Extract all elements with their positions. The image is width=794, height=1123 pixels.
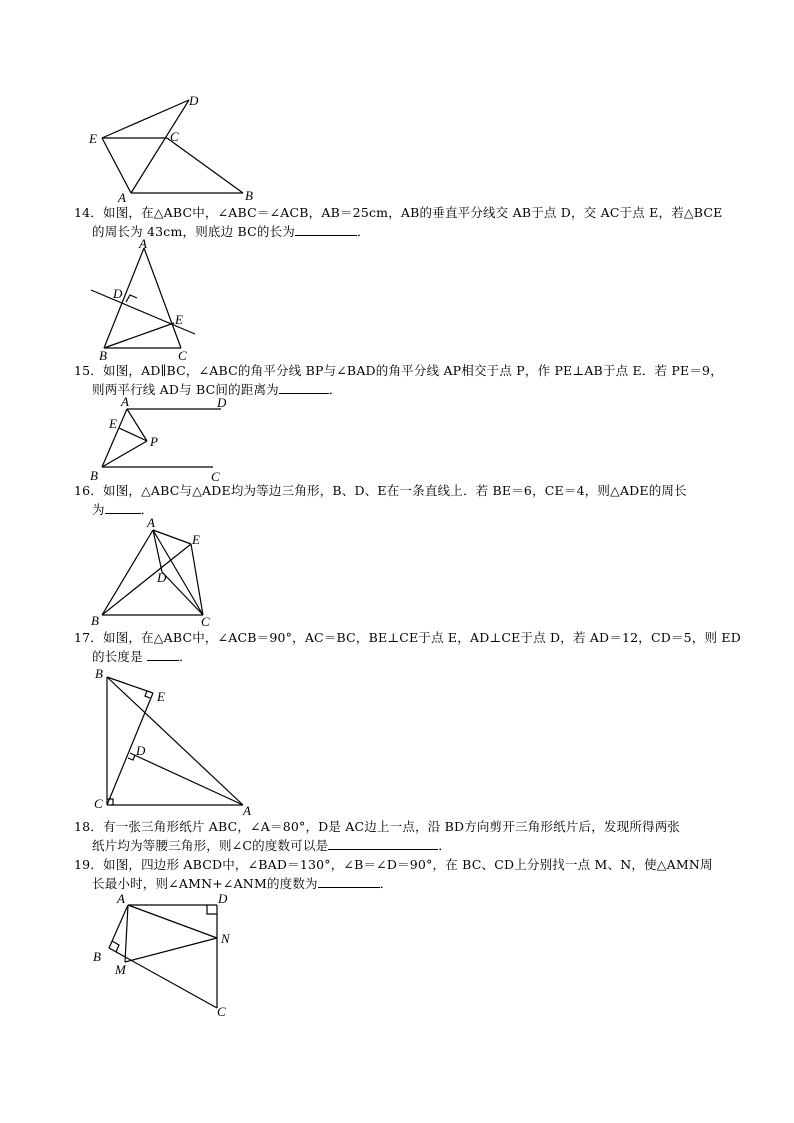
label-B: B (90, 468, 98, 483)
label-N: N (221, 931, 230, 946)
question-16: 16．如图，△ABC与△ADE均为等边三角形，B、D、E在一条直线上．若 BE＝6，CE＝4，则△ADE的周长 为 ． (74, 481, 726, 519)
label-A: A (147, 515, 155, 530)
question-15: 15．如图，AD∥BC，∠ABC的角平分线 BP与∠BAD的角平分线 AP相交于点 P，作 PE⊥AB于点 E．若 PE＝9， 则两平行线 AD与 BC间的距离为 ． (74, 361, 726, 399)
segment-AN (128, 905, 217, 938)
label-B: B (99, 348, 107, 363)
label-B: B (93, 949, 101, 964)
label-M: M (115, 962, 126, 977)
segment-BA (107, 677, 243, 805)
label-B: B (95, 666, 103, 681)
segment-MN (125, 938, 217, 962)
segment-AM (125, 905, 128, 962)
question-17-line2: 的长度是 (92, 649, 147, 664)
label-C: C (94, 796, 103, 811)
question-14-line2: 的周长为 43cm，则底边 BC的长为 (92, 224, 295, 239)
question-17-line1: 17．如图，在△ABC中，∠ACB＝90°，AC＝BC，BE⊥CE于点 E，AD⊥CE于点 D，若 AD＝12，CD＝5，则 ED (74, 630, 741, 645)
segment-AE (102, 138, 131, 193)
label-A: A (121, 394, 129, 409)
segment-CE (107, 693, 153, 805)
label-A: A (139, 236, 147, 251)
label-B: B (91, 613, 99, 628)
question-19-line1: 19．如图，四边形 ABCD中，∠BAD＝130°，∠B＝∠D＝90°，在 BC、CD上分别找一点 M、N，使△AMN周 (74, 857, 713, 872)
label-D: D (189, 93, 199, 108)
answer-blank-16[interactable] (105, 500, 141, 514)
right-angle-mark-D (128, 755, 135, 760)
label-D: D (217, 395, 227, 410)
question-14-line1: 14．如图，在△ABC中，∠ABC＝∠ACB，AB＝25cm，AB的垂直平分线交 AB于点 D，交 AC于点 E，若△BCE (74, 205, 723, 220)
label-C: C (178, 348, 187, 363)
answer-blank-17[interactable] (147, 647, 179, 661)
question-14: 14．如图，在△ABC中，∠ABC＝∠ACB，AB＝25cm，AB的垂直平分线交 AB于点 D，交 AC于点 E，若△BCE 的周长为 43cm，则底边 BC的长为 ． (74, 203, 726, 241)
segment-CB (167, 138, 243, 193)
figure-q13 (85, 92, 265, 204)
label-D: D (157, 570, 167, 585)
segment-AD (130, 753, 243, 805)
question-18-line1: 18．有一张三角形纸片 ABC，∠A＝80°，D是 AC边上一点，沿 BD方向剪开三角形纸片后，发现所得两张 (74, 819, 681, 834)
segment-AC (144, 248, 181, 348)
segment-BP (102, 441, 147, 467)
label-P: P (150, 434, 158, 449)
figure-q14 (85, 236, 205, 364)
segment-BE (107, 677, 153, 693)
question-18-line2: 纸片均为等腰三角形，则∠C的度数可以是 (92, 838, 329, 853)
label-D: D (136, 743, 146, 758)
label-A: A (118, 190, 126, 205)
label-E: E (109, 416, 117, 431)
answer-blank-19[interactable] (318, 874, 380, 888)
question-15-line1: 15．如图，AD∥BC，∠ABC的角平分线 BP与∠BAD的角平分线 AP相交于点 P，作 PE⊥AB于点 E．若 PE＝9， (74, 363, 723, 378)
label-D: D (113, 286, 123, 301)
segment-AD (153, 530, 162, 572)
answer-blank-14[interactable] (295, 222, 357, 236)
right-angle-mark-D (207, 905, 217, 914)
segment-AE (153, 530, 191, 544)
question-18: 18．有一张三角形纸片 ABC，∠A＝80°，D是 AC边上一点，沿 BD方向剪开三角形纸片后，发现所得两张 纸片均为等腰三角形，则∠C的度数可以是 ． (74, 817, 726, 855)
answer-blank-18[interactable] (328, 836, 438, 850)
label-B: B (245, 188, 253, 203)
segment-AB (102, 530, 153, 615)
question-17: 17．如图，在△ABC中，∠ACB＝90°，AC＝BC，BE⊥CE于点 E，AD⊥CE于点 D，若 AD＝12，CD＝5，则 ED 的长度是 ． (74, 630, 741, 664)
label-C: C (217, 1004, 226, 1019)
label-C: C (201, 614, 210, 629)
label-C: C (170, 129, 179, 144)
question-19: 19．如图，四边形 ABCD中，∠BAD＝130°，∠B＝∠D＝90°，在 BC、CD上分别找一点 M、N，使△AMN周 长最小时，则∠AMN+∠ANM的度数为 ． (74, 855, 726, 893)
label-E: E (89, 131, 97, 146)
figure-q17 (85, 662, 260, 820)
question-16-line1: 16．如图，△ABC与△ADE均为等边三角形，B、D、E在一条直线上．若 BE＝6，CE＝4，则△ADE的周长 (74, 483, 687, 498)
question-15-line2: 则两平行线 AD与 BC间的距离为 (92, 382, 279, 397)
segment-AD (131, 100, 189, 193)
label-E: E (192, 532, 200, 547)
label-E: E (175, 312, 183, 327)
question-16-line2: 为 (92, 502, 105, 517)
figure-q19 (85, 890, 250, 1020)
label-D: D (218, 891, 228, 906)
question-19-line2: 长最小时，则∠AMN+∠ANM的度数为 (92, 876, 318, 891)
segment-BE (102, 544, 191, 615)
segment-BE (104, 323, 174, 348)
label-A: A (117, 891, 125, 906)
figure-q15 (85, 396, 235, 486)
label-E: E (157, 689, 165, 704)
answer-blank-15[interactable] (279, 380, 329, 394)
label-C: C (211, 469, 220, 484)
right-angle-mark (126, 295, 137, 302)
label-A: A (243, 803, 251, 818)
figure-q16 (85, 515, 225, 627)
